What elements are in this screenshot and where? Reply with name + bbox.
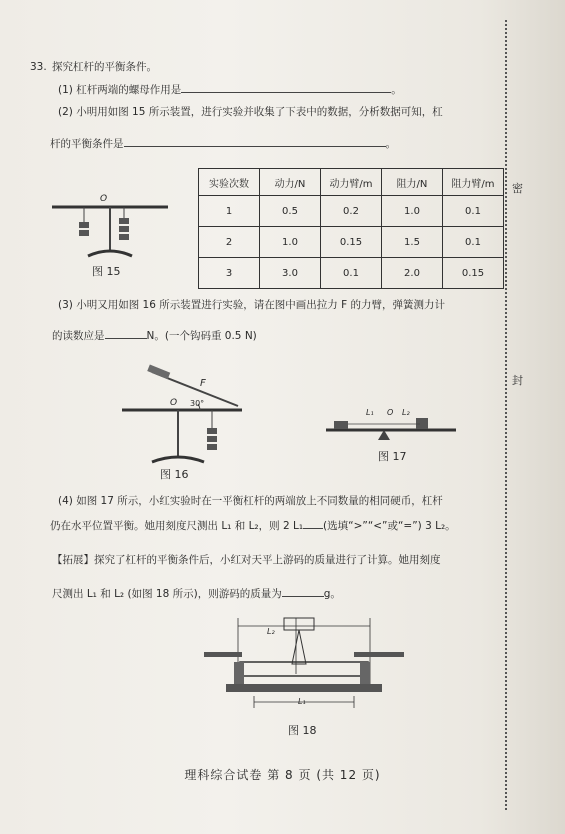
table-header-cell: 动力/N bbox=[260, 169, 321, 196]
table-header-cell: 动力臂/m bbox=[321, 169, 382, 196]
part3-text-cont: 的读数应是 N。(一个钩码重 0.5 N) bbox=[52, 330, 257, 342]
force-label-f: F bbox=[200, 378, 206, 389]
figure-15-caption: 图 15 bbox=[92, 265, 121, 278]
l1-label-17: L₁ bbox=[366, 408, 374, 417]
part4-text: (4) 如图 17 所示，小红实验时在一平衡杠杆的两端放上不同数量的相同硬币，杠杆 bbox=[58, 495, 443, 507]
table-cell: 3.0 bbox=[260, 258, 321, 289]
answer-blank-4[interactable] bbox=[303, 518, 323, 529]
table-cell: 3 bbox=[199, 258, 260, 289]
l1-label-18: L₁ bbox=[298, 697, 306, 706]
pivot-label-o-17: O bbox=[387, 408, 394, 417]
data-table bbox=[198, 168, 504, 289]
part2-text-cont: 杆的平衡条件是 。 bbox=[50, 138, 396, 150]
figure-17-caption: 图 17 bbox=[378, 450, 407, 463]
figure-18-caption: 图 18 bbox=[288, 724, 317, 737]
table-cell: 2 bbox=[199, 227, 260, 258]
table-cell: 0.5 bbox=[260, 196, 321, 227]
table-cell: 0.15 bbox=[443, 258, 504, 289]
extension-text-cont: 尺测出 L₁ 和 L₂ (如图 18 所示)，则游码的质量为 g。 bbox=[52, 588, 341, 600]
table-cell: 1 bbox=[199, 196, 260, 227]
table-cell: 0.1 bbox=[321, 258, 382, 289]
table-cell: 1.0 bbox=[260, 227, 321, 258]
angle-label: 30° bbox=[190, 399, 205, 408]
binding-mark-feng: 封 bbox=[512, 374, 523, 387]
figure-16-lever bbox=[118, 360, 248, 470]
page-footer: 理科综合试卷 第 8 页 (共 12 页) bbox=[184, 768, 381, 782]
table-header-cell: 阻力/N bbox=[382, 169, 443, 196]
table-header-cell: 阻力臂/m bbox=[443, 169, 504, 196]
table-body bbox=[199, 196, 504, 289]
part4-text-cont: 仍在水平位置平衡。她用刻度尺测出 L₁ 和 L₂，则 2 L₁ (选填“>”“<”或“=”) 3 L₂。 bbox=[50, 520, 456, 532]
table-cell: 1.0 bbox=[382, 196, 443, 227]
part1-text: (1) 杠杆两端的螺母作用是 。 bbox=[58, 84, 402, 96]
figure-17-coins-lever bbox=[324, 412, 460, 452]
question-number: 33. bbox=[30, 61, 47, 73]
figure-16-caption: 图 16 bbox=[160, 468, 189, 481]
answer-blank-5[interactable] bbox=[282, 586, 324, 597]
part2-text: (2) 小明用如图 15 所示装置，进行实验并收集了下表中的数据，分析数据可知，杠 bbox=[58, 106, 443, 118]
table-cell: 0.2 bbox=[321, 196, 382, 227]
answer-blank-2[interactable] bbox=[124, 136, 386, 147]
table-row bbox=[199, 196, 504, 227]
binding-mark-mi: 密 bbox=[512, 182, 523, 195]
figure-15-lever bbox=[48, 190, 178, 270]
extension-text: 【拓展】探究了杠杆的平衡条件后，小红对天平上游码的质量进行了计算。她用刻度 bbox=[52, 554, 441, 566]
table-cell: 1.5 bbox=[382, 227, 443, 258]
table-row bbox=[199, 227, 504, 258]
l2-label-17: L₂ bbox=[402, 408, 410, 417]
table-header-cell: 实验次数 bbox=[199, 169, 260, 196]
part3-text: (3) 小明又用如图 16 所示装置进行实验，请在图中画出拉力 F 的力臂，弹簧测力计 bbox=[58, 299, 445, 311]
pivot-label-o-16: O bbox=[170, 398, 178, 408]
question-title: 探究杠杆的平衡条件。 bbox=[52, 61, 157, 73]
table-cell: 0.1 bbox=[443, 196, 504, 227]
table-cell: 0.15 bbox=[321, 227, 382, 258]
table-row bbox=[199, 258, 504, 289]
binding-line bbox=[505, 20, 507, 810]
table-cell: 2.0 bbox=[382, 258, 443, 289]
table-header-row bbox=[199, 169, 504, 196]
pivot-label-o: O bbox=[100, 194, 108, 204]
l2-label-18: L₂ bbox=[267, 627, 275, 636]
answer-blank-1[interactable] bbox=[181, 82, 391, 93]
answer-blank-3[interactable] bbox=[105, 328, 147, 339]
table-cell: 0.1 bbox=[443, 227, 504, 258]
